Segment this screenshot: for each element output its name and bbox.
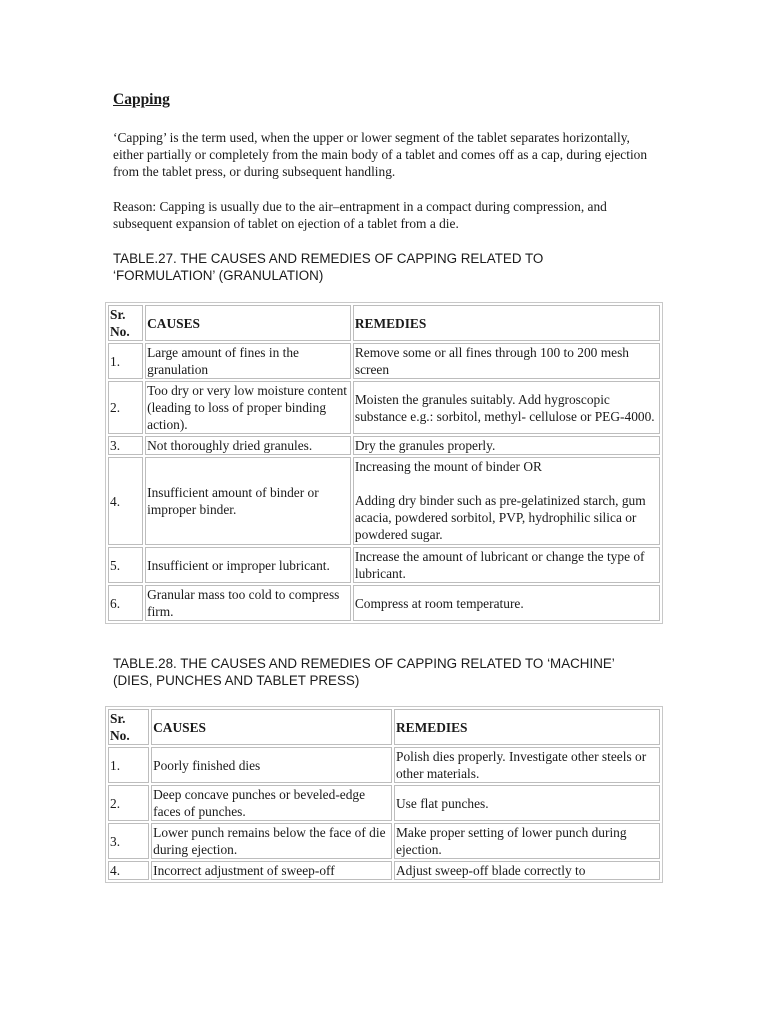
table-row [108, 547, 660, 583]
row-remedy: Increase the amount of lubricant or change the type of lubricant. [353, 547, 660, 583]
table-row [108, 823, 660, 859]
table-row [108, 585, 660, 621]
row-cause: Lower punch remains below the face of die during ejection. [151, 823, 392, 859]
row-number: 4. [108, 457, 143, 545]
remedy-line-1: Increasing the mount of binder OR [354, 459, 542, 474]
header-sr-no: Sr. No. [108, 305, 143, 341]
row-number: 4. [108, 861, 149, 880]
row-number: 3. [108, 436, 143, 455]
remedy-line-2: Adding dry binder such as pre-gelatinized starch, gum acacia, powdered sorbitol, PVP, hydrophilic silica or powdered sugar. [354, 493, 646, 542]
section-heading: Capping [113, 91, 170, 108]
row-cause: Large amount of fines in the granulation [145, 343, 351, 379]
row-cause: Insufficient amount of binder or improper binder. [145, 457, 351, 545]
table-row [108, 457, 660, 545]
row-remedy: Moisten the granules suitably. Add hygroscopic substance e.g.: sorbitol, methyl- cellulose or PEG-4000. [353, 381, 660, 434]
table-header-row [108, 305, 660, 341]
row-cause: Insufficient or improper lubricant. [145, 547, 351, 583]
row-cause: Not thoroughly dried granules. [145, 436, 351, 455]
table-row [108, 343, 660, 379]
row-remedy [353, 457, 660, 545]
row-remedy: Remove some or all fines through 100 to 200 mesh screen [353, 343, 660, 379]
row-number: 2. [108, 381, 143, 434]
row-remedy: Compress at room temperature. [353, 585, 660, 621]
table-row [108, 747, 660, 783]
header-causes: CAUSES [151, 709, 392, 745]
row-cause: Deep concave punches or beveled-edge faces of punches. [151, 785, 392, 821]
table-row [108, 785, 660, 821]
row-remedy: Polish dies properly. Investigate other steels or other materials. [394, 747, 660, 783]
row-cause: Granular mass too cold to compress firm. [145, 585, 351, 621]
row-remedy: Adjust sweep-off blade correctly to [394, 861, 660, 880]
row-number: 1. [108, 343, 143, 379]
table-27-caption: TABLE.27. THE CAUSES AND REMEDIES OF CAPPING RELATED TO ‘FORMULATION’ (GRANULATION) [113, 251, 544, 283]
table-27 [105, 302, 663, 624]
reason-paragraph: Reason: Capping is usually due to the air–entrapment in a compact during compression, and subsequent expansion of tablet on ejection of a tablet from a die. [113, 199, 607, 231]
header-sr-no: Sr. No. [108, 709, 149, 745]
table-row [108, 436, 660, 455]
row-cause: Poorly finished dies [151, 747, 392, 783]
header-causes: CAUSES [145, 305, 351, 341]
row-number: 2. [108, 785, 149, 821]
header-remedies: REMEDIES [353, 305, 660, 341]
table-28-caption: TABLE.28. THE CAUSES AND REMEDIES OF CAPPING RELATED TO ‘MACHINE’ (DIES, PUNCHES AND TABLET PRESS) [113, 656, 615, 688]
row-remedy: Use flat punches. [394, 785, 660, 821]
table-row [108, 861, 660, 880]
table-28 [105, 706, 663, 883]
row-number: 5. [108, 547, 143, 583]
row-remedy: Dry the granules properly. [353, 436, 660, 455]
row-number: 6. [108, 585, 143, 621]
row-number: 1. [108, 747, 149, 783]
definition-paragraph: ‘Capping’ is the term used, when the upper or lower segment of the tablet separates horizontally, either partially or completely from the main body of a tablet and comes off as a cap, during ejection from the tablet press, or during subsequent handling. [113, 130, 648, 179]
header-remedies: REMEDIES [394, 709, 660, 745]
row-cause: Incorrect adjustment of sweep-off [151, 861, 392, 880]
row-cause: Too dry or very low moisture content (leading to loss of proper binding action). [145, 381, 351, 434]
row-remedy: Make proper setting of lower punch during ejection. [394, 823, 660, 859]
table-row [108, 381, 660, 434]
table-header-row [108, 709, 660, 745]
row-number: 3. [108, 823, 149, 859]
